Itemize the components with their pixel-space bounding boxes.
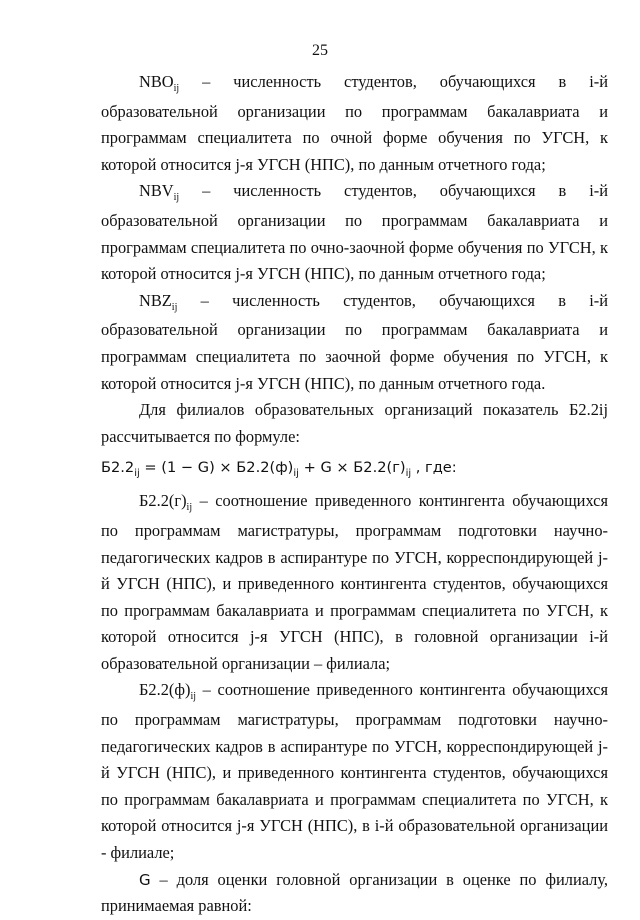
formula-term-head: + G × Б2.2(г) [298, 459, 406, 477]
page-number: 25 [312, 42, 328, 59]
subscript-b22f: ij [190, 691, 196, 703]
symbol-nbv: NBV [139, 181, 174, 201]
subscript-nbv: ij [173, 192, 180, 204]
paragraph-b22f [101, 677, 608, 866]
page-body [101, 69, 608, 920]
symbol-nbo: NBO [139, 72, 174, 91]
symbol-b22g: Б2.2(г) [139, 491, 187, 511]
paragraph-g [101, 867, 608, 920]
symbol-g: G [139, 870, 151, 889]
formula-tail: , где: [411, 459, 457, 477]
formula-term-head-subscript: ij [405, 468, 412, 480]
definition-nbv: – численность студентов, обучающихся в i-й образовательной организации по программам бакалавриата и программам специалитета по очно-заочной форме обучения по УГСН, к которой относится j-я УГСН (НПС), по данным отчетного года; [101, 181, 608, 284]
subscript-nbo: ij [173, 83, 180, 94]
symbol-b22f: Б2.2(ф) [139, 680, 191, 700]
subscript-b22g: ij [186, 502, 193, 514]
formula-term-branch: = (1 − G) × Б2.2(ф) [139, 459, 294, 477]
definition-nbo: – численность студентов, обучающихся в i-й образовательной организации по программам бакалавриата и программам специалитета по очной форме обучения по УГСН, к которой относится j-я УГСН (НПС), по данным отчетного года; [101, 72, 608, 174]
formula-term-branch-subscript: ij [293, 468, 299, 480]
paragraph-nbz [101, 288, 608, 397]
subscript-nbz: ij [171, 301, 178, 313]
definition-b22g: – соотношение приведенного контингента обучающихся по программам магистратуры, программам подготовки научно-педагогических кадров в аспирантуре по УГСН, корреспондирующей j-й УГСН (НПС), и приведенного контингента студентов, обучающихся по программам бакалавриата и программам специалитета по УГСН, к которой относится j-я УГСН (НПС), в головной организации i-й образовательной организации – филиала; [101, 491, 608, 673]
paragraph-b22g [101, 488, 608, 677]
paragraph-branches: Для филиалов образовательных организаций показатель Б2.2ij рассчитывается по формуле: [101, 400, 608, 446]
formula-b22 [101, 453, 608, 485]
paragraph-nbv [101, 178, 608, 287]
definition-b22f: – соотношение приведенного контингента обучающихся по программам магистратуры, программам подготовки научно-педагогических кадров в аспирантуре по УГСН, корреспондирующей j-й УГСН (НПС), и приведенного контингента студентов, обучающихся по программам бакалавриата и программам специалитета по УГСН, к которой относится j-я УГСН (НПС), в i-й образовательной организации - филиале; [101, 680, 608, 863]
formula-lhs-subscript: ij [134, 468, 140, 480]
symbol-nbz: NBZ [139, 290, 172, 310]
paragraph-nbo [101, 69, 608, 178]
formula-lhs: Б2.2 [101, 459, 135, 477]
definition-g: – доля оценки головной организации в оценке по филиалу, принимаемая равной: [101, 869, 608, 916]
definition-nbz: – численность студентов, обучающихся в i-й образовательной организации по программам бакалавриата и программам специалитета по заочной форме обучения по УГСН, к которой относится j-я УГСН (НПС), по данным отчетного года. [101, 290, 608, 393]
